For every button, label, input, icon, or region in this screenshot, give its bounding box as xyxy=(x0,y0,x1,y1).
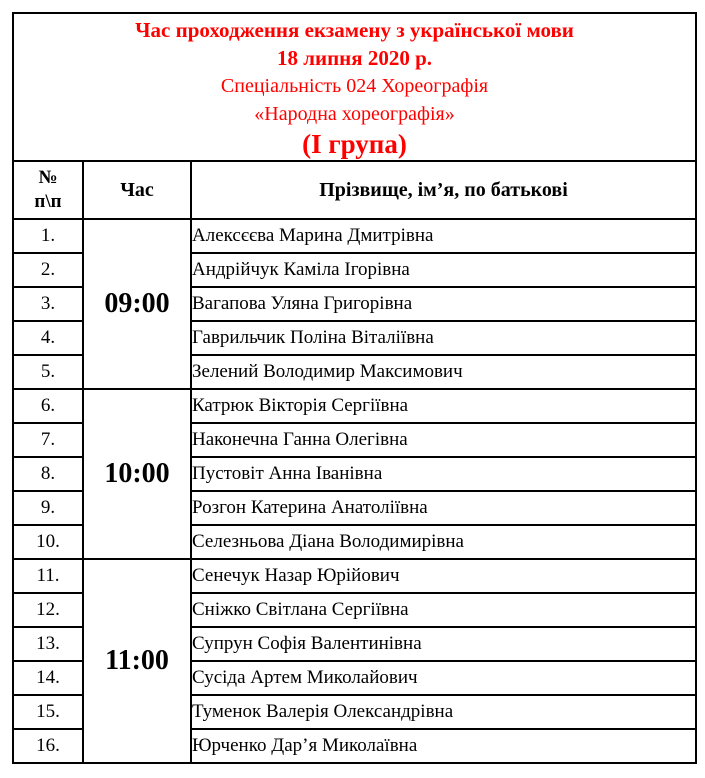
row-number: 11. xyxy=(13,559,83,593)
table-row xyxy=(13,559,696,593)
exam-schedule-table xyxy=(12,12,697,764)
exam-date: 18 липня 2020 р. xyxy=(276,45,433,70)
row-number: 4. xyxy=(13,321,83,355)
row-number: 7. xyxy=(13,423,83,457)
student-name: Сенечук Назар Юрійович xyxy=(191,559,696,593)
student-name: Супрун Софія Валентинівна xyxy=(191,627,696,661)
row-number: 10. xyxy=(13,525,83,559)
row-number: 14. xyxy=(13,661,83,695)
row-number: 1. xyxy=(13,219,83,253)
student-name: Селезньова Діана Володимирівна xyxy=(191,525,696,559)
student-name: Туменок Валерія Олександрівна xyxy=(191,695,696,729)
student-name: Зелений Володимир Максимович xyxy=(191,355,696,389)
student-name: Наконечна Ганна Олегівна xyxy=(191,423,696,457)
student-name: Сусіда Артем Миколайович xyxy=(191,661,696,695)
student-name: Пустовіт Анна Іванівна xyxy=(191,457,696,491)
row-number: 13. xyxy=(13,627,83,661)
document-title: Час проходження екзамену з української мови xyxy=(135,17,574,42)
column-header-name: Прізвище, ім’я, по батькові xyxy=(191,161,696,219)
column-header-time: Час xyxy=(83,161,191,219)
column-header-number-line1: № xyxy=(38,167,58,188)
row-number: 6. xyxy=(13,389,83,423)
row-number: 3. xyxy=(13,287,83,321)
row-number: 8. xyxy=(13,457,83,491)
row-number: 2. xyxy=(13,253,83,287)
student-name: Катрюк Вікторія Сергіївна xyxy=(191,389,696,423)
student-name: Вагапова Уляна Григорівна xyxy=(191,287,696,321)
table-row xyxy=(13,219,696,253)
student-name: Юрченко Дар’я Миколаївна xyxy=(191,729,696,763)
title-block xyxy=(13,13,696,161)
student-name: Гаврильчик Поліна Віталіївна xyxy=(191,321,696,355)
specialization-label: «Народна хореографія» xyxy=(254,102,455,125)
time-slot: 10:00 xyxy=(83,389,191,559)
column-header-number xyxy=(13,161,83,219)
schedule-table-body xyxy=(13,219,696,763)
row-number: 5. xyxy=(13,355,83,389)
student-name: Сніжко Світлана Сергіївна xyxy=(191,593,696,627)
student-name: Розгон Катерина Анатоліївна xyxy=(191,491,696,525)
row-number: 15. xyxy=(13,695,83,729)
table-row xyxy=(13,389,696,423)
row-number: 9. xyxy=(13,491,83,525)
row-number: 12. xyxy=(13,593,83,627)
student-name: Андрійчук Каміла Ігорівна xyxy=(191,253,696,287)
student-name: Алексєєва Марина Дмитрівна xyxy=(191,219,696,253)
specialty-label: Спеціальність 024 Хореографія xyxy=(220,74,489,97)
title-row xyxy=(13,13,696,161)
time-slot: 09:00 xyxy=(83,219,191,389)
row-number: 16. xyxy=(13,729,83,763)
group-label: (І група) xyxy=(302,128,407,159)
table-header-row xyxy=(13,161,696,219)
column-header-number-line2: п\п xyxy=(34,191,62,212)
time-slot: 11:00 xyxy=(83,559,191,763)
